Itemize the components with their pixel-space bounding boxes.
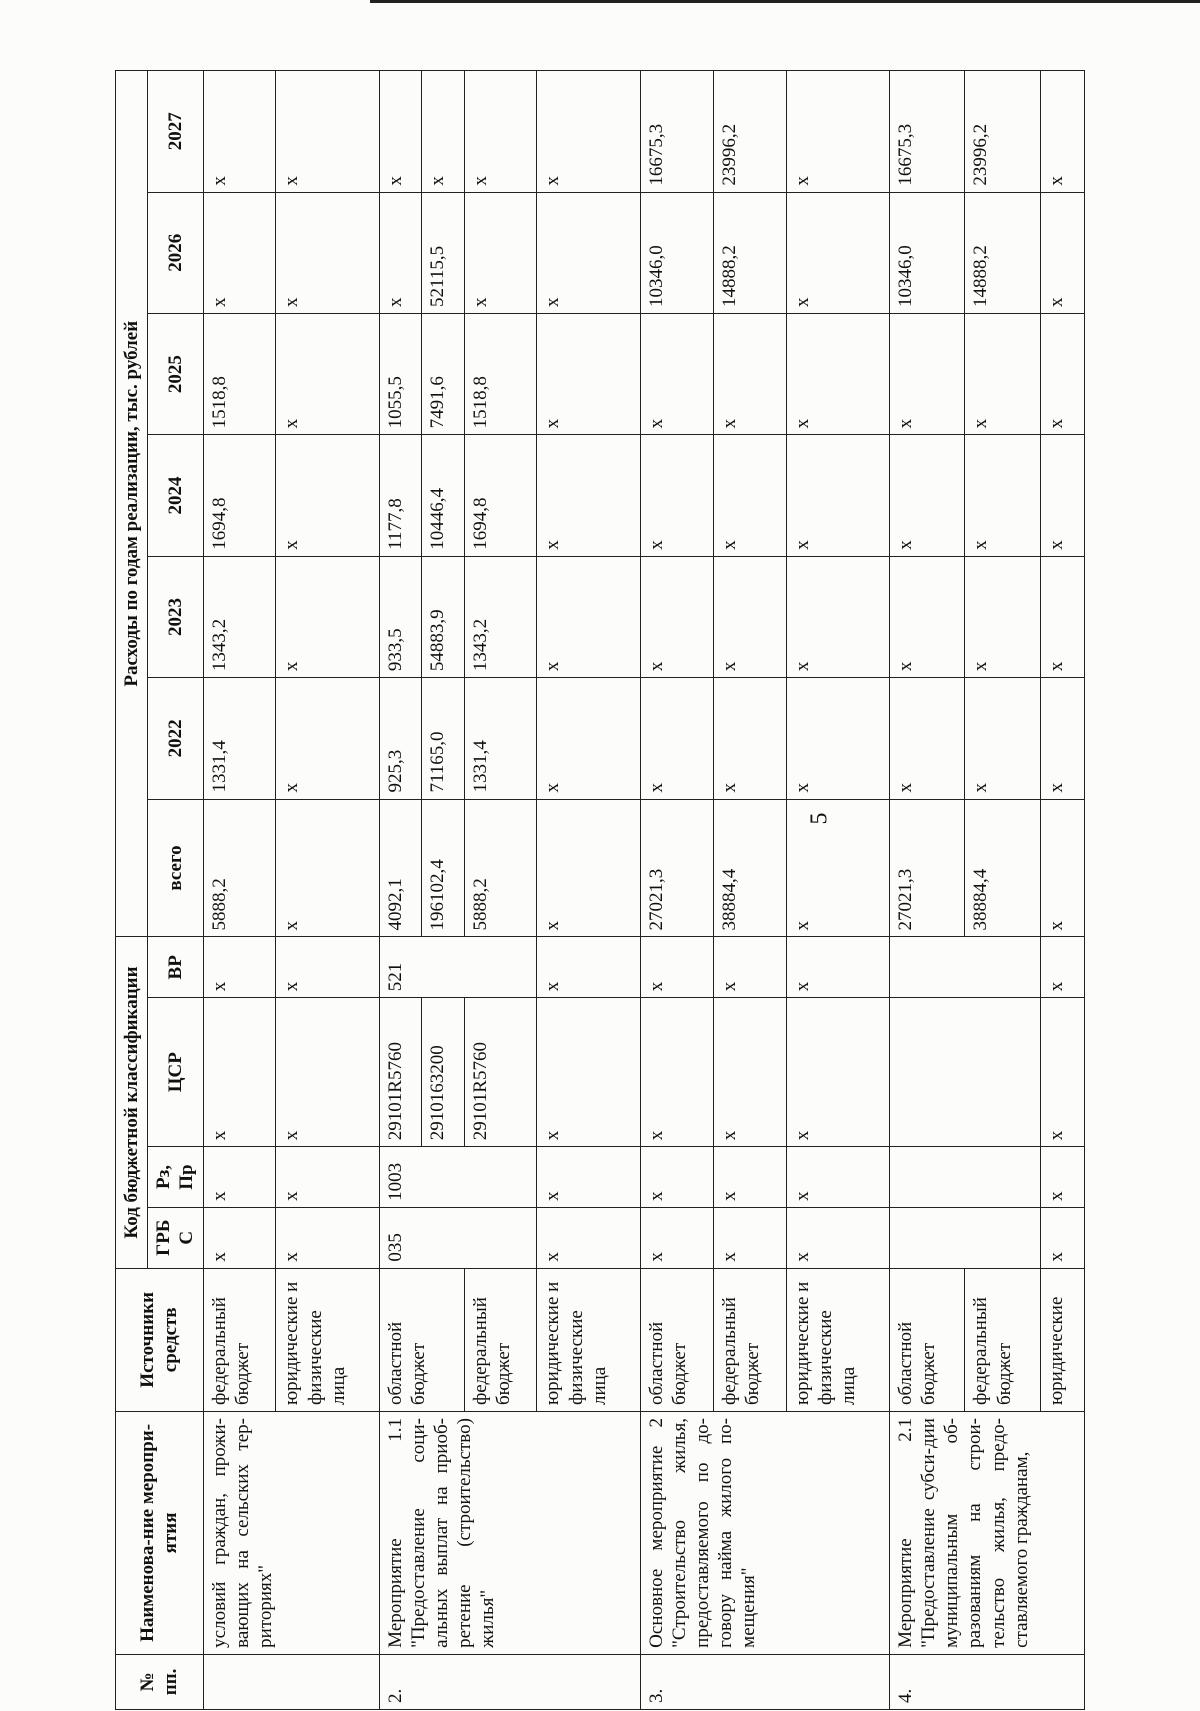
header-year: 2024 (148, 435, 203, 556)
year-cell: x (379, 192, 421, 313)
year-cell: 71165,0 (422, 678, 464, 799)
year-cell: 925,3 (379, 678, 421, 799)
total-cell: x (276, 799, 379, 937)
year-cell: 1343,2 (203, 556, 276, 677)
year-cell: x (203, 192, 276, 313)
year-cell: 14888,2 (965, 192, 1041, 313)
year-cell: x (276, 435, 379, 556)
year-cell: 16675,3 (640, 71, 713, 193)
year-cell: x (537, 678, 640, 799)
year-cell: x (464, 71, 537, 193)
year-cell: 10446,4 (422, 435, 464, 556)
year-cell: x (965, 313, 1041, 434)
year-cell: x (537, 556, 640, 677)
year-cell: x (713, 556, 786, 677)
activity-name: Основное мероприятие 2 "Строительство жилья, предоставляемого по до-говору найма жилого по-мещения" (640, 1412, 889, 1655)
year-cell: x (889, 556, 965, 677)
year-cell: 23996,2 (965, 71, 1041, 193)
year-cell: x (464, 192, 537, 313)
activity-name: Мероприятие 2.1 "Предоставление субси-дии муниципальным об-разованиям на строи-тельство жилья, предо-ставляемого гражданам, (889, 1412, 1084, 1655)
source-cell: юридические и физические лица (786, 1268, 889, 1411)
year-cell: 1331,4 (203, 678, 276, 799)
rzpr-cell: x (203, 1147, 276, 1208)
year-cell: x (965, 678, 1041, 799)
vr-cell: 521 (379, 937, 537, 998)
source-cell: юридические и физические лица (276, 1268, 379, 1411)
header-name: Наименова-ние меропри-ятия (116, 1412, 204, 1655)
header-year: 2025 (148, 313, 203, 434)
grbs-cell: 035 (379, 1207, 537, 1268)
header-grbs: ГРБ С (148, 1207, 203, 1268)
header-year: 2022 (148, 678, 203, 799)
source-cell: федеральный бюджет (713, 1268, 786, 1411)
year-cell: x (640, 313, 713, 434)
year-cell: 23996,2 (713, 71, 786, 193)
table-row (889, 71, 965, 1710)
csr-cell: x (640, 998, 713, 1147)
source-cell: областной бюджет (640, 1268, 713, 1411)
year-cell: 1694,8 (203, 435, 276, 556)
total-cell: 4092,1 (379, 799, 421, 937)
year-cell: x (713, 313, 786, 434)
total-cell: 5888,2 (464, 799, 537, 937)
year-cell: 54883,9 (422, 556, 464, 677)
total-cell: 38884,4 (965, 799, 1041, 937)
year-cell: 10346,0 (640, 192, 713, 313)
year-cell: x (713, 435, 786, 556)
rzpr-cell: x (713, 1147, 786, 1208)
year-cell: x (786, 556, 889, 677)
year-cell: 16675,3 (889, 71, 965, 193)
row-num: 4. (889, 1654, 1084, 1709)
total-cell: x (1040, 799, 1084, 937)
year-cell: 7491,6 (422, 313, 464, 434)
year-cell: x (889, 313, 965, 434)
year-cell: x (640, 435, 713, 556)
year-cell: x (786, 71, 889, 193)
grbs-cell: x (713, 1207, 786, 1268)
csr-cell: 29101R5760 (464, 998, 537, 1147)
vr-cell: x (1040, 937, 1084, 998)
header-year: 2026 (148, 192, 203, 313)
year-cell: x (1040, 435, 1084, 556)
source-cell: федеральный бюджет (965, 1268, 1041, 1411)
year-cell: x (1040, 192, 1084, 313)
total-cell: 27021,3 (889, 799, 965, 937)
year-cell: x (965, 556, 1041, 677)
grbs-cell: x (640, 1207, 713, 1268)
source-cell: юридические и физические лица (537, 1268, 640, 1411)
year-cell: x (537, 192, 640, 313)
year-cell: 14888,2 (713, 192, 786, 313)
year-cell: 52115,5 (422, 192, 464, 313)
year-cell: x (786, 678, 889, 799)
csr-cell: 29101R5760 (379, 998, 421, 1147)
year-cell: x (889, 678, 965, 799)
grbs-cell: x (537, 1207, 640, 1268)
rzpr-cell: 1003 (379, 1147, 537, 1208)
source-cell: юридические (1040, 1268, 1084, 1411)
year-cell: 933,5 (379, 556, 421, 677)
header-row-1 (116, 71, 148, 1710)
total-cell: 5888,2 (203, 799, 276, 937)
year-cell: x (276, 192, 379, 313)
csr-cell: x (203, 998, 276, 1147)
csr-cell: x (276, 998, 379, 1147)
year-cell: x (889, 435, 965, 556)
year-cell: 1518,8 (464, 313, 537, 434)
header-source: Источники средств (116, 1268, 204, 1411)
year-cell: x (786, 435, 889, 556)
year-cell: x (965, 435, 1041, 556)
row-num: 2. (379, 1654, 640, 1709)
year-cell: x (786, 313, 889, 434)
year-cell: x (276, 556, 379, 677)
year-cell: x (276, 313, 379, 434)
rzpr-cell: x (1040, 1147, 1084, 1208)
csr-cell: x (713, 998, 786, 1147)
year-cell: x (276, 678, 379, 799)
header-total: всего (148, 799, 203, 937)
year-cell: x (713, 678, 786, 799)
total-cell: x (537, 799, 640, 937)
grbs-cell: x (203, 1207, 276, 1268)
header-budget-code: Код бюджетной классификации (116, 937, 148, 1268)
vr-cell: x (713, 937, 786, 998)
year-cell: 1343,2 (464, 556, 537, 677)
row-num (203, 1654, 379, 1709)
header-year: 2023 (148, 556, 203, 677)
rzpr-cell: x (537, 1147, 640, 1208)
year-cell: x (537, 435, 640, 556)
activity-name: условий граждан, прожи-вающих на сельских тер-риториях" (203, 1412, 379, 1655)
header-expenses: Расходы по годам реализации, тыс. рублей (116, 71, 148, 937)
csr-cell (889, 998, 1040, 1147)
row-num: 3. (640, 1654, 889, 1709)
header-year: 2027 (148, 71, 203, 193)
year-cell: x (422, 71, 464, 193)
source-cell: областной бюджет (889, 1268, 965, 1411)
year-cell: x (276, 71, 379, 193)
csr-cell: x (786, 998, 889, 1147)
year-cell: x (640, 678, 713, 799)
rzpr-cell: x (640, 1147, 713, 1208)
csr-cell: x (537, 998, 640, 1147)
year-cell: x (1040, 556, 1084, 677)
header-rzpr: Рз, Пр (148, 1147, 203, 1208)
grbs-cell: x (276, 1207, 379, 1268)
year-cell: x (1040, 71, 1084, 193)
year-cell: 1177,8 (379, 435, 421, 556)
year-cell: 1694,8 (464, 435, 537, 556)
header-csr: ЦСР (148, 998, 203, 1147)
year-cell: x (203, 71, 276, 193)
year-cell: 1331,4 (464, 678, 537, 799)
year-cell: 1055,5 (379, 313, 421, 434)
budget-table-container (115, 70, 1085, 1710)
budget-table (115, 70, 1085, 1710)
source-cell: федеральный бюджет (464, 1268, 537, 1411)
source-cell: областной бюджет (379, 1268, 464, 1411)
year-cell: x (786, 192, 889, 313)
year-cell: 1518,8 (203, 313, 276, 434)
year-cell: x (537, 313, 640, 434)
grbs-cell (889, 1207, 1040, 1268)
vr-cell: x (640, 937, 713, 998)
grbs-cell: x (1040, 1207, 1084, 1268)
header-num: № пп. (116, 1654, 204, 1709)
total-cell: 196102,4 (422, 799, 464, 937)
activity-name: Мероприятие 1.1 "Предоставление соци-альных выплат на приоб-ретение (строительство) жилья" (379, 1412, 640, 1655)
csr-cell: 2910163200 (422, 998, 464, 1147)
table-row (640, 71, 713, 1710)
csr-cell: x (1040, 998, 1084, 1147)
vr-cell: x (203, 937, 276, 998)
vr-cell: x (786, 937, 889, 998)
rzpr-cell: x (786, 1147, 889, 1208)
source-cell: федеральный бюджет (203, 1268, 276, 1411)
total-cell: 27021,3 (640, 799, 713, 937)
page-top-border (370, 0, 1200, 3)
year-cell: x (1040, 678, 1084, 799)
vr-cell: x (537, 937, 640, 998)
grbs-cell: x (786, 1207, 889, 1268)
rzpr-cell (889, 1147, 1040, 1208)
total-cell: 38884,4 (713, 799, 786, 937)
year-cell: x (537, 71, 640, 193)
vr-cell: x (276, 937, 379, 998)
header-vr: ВР (148, 937, 203, 998)
table-row (379, 71, 421, 1710)
year-cell: x (640, 556, 713, 677)
vr-cell (889, 937, 1040, 998)
rzpr-cell: x (276, 1147, 379, 1208)
year-cell: 10346,0 (889, 192, 965, 313)
table-row (203, 71, 276, 1710)
total-cell: x (786, 799, 889, 937)
year-cell: x (1040, 313, 1084, 434)
year-cell: x (379, 71, 421, 193)
page-number: 5 (806, 812, 833, 825)
